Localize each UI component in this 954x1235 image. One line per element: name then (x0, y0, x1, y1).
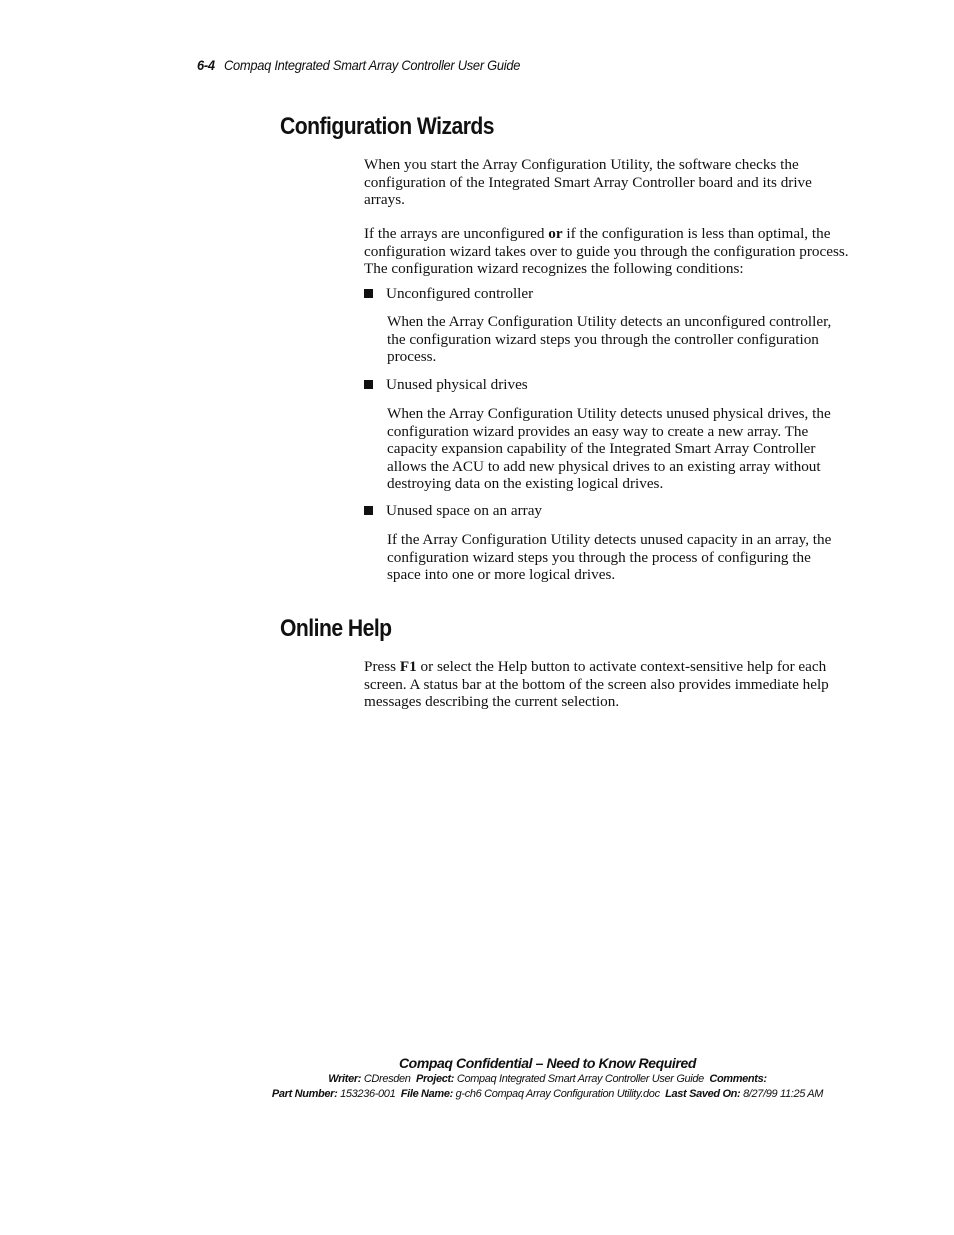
key-f1: F1 (399, 658, 417, 675)
file-name: g-ch6 Compaq Array Configuration Utility.doc (455, 1088, 660, 1100)
square-bullet-icon (364, 289, 373, 298)
list-item-description: When the Array Configuration Utility detects an unconfigured controller, the configuration wizard steps you through the controller configuration process. (387, 313, 832, 366)
confidential-notice: Compaq Confidential – Need to Know Required (398, 1055, 697, 1071)
page-number: 6-4 (197, 57, 215, 73)
running-header (197, 57, 520, 73)
square-bullet-icon (364, 506, 373, 515)
guide-title: Compaq Integrated Smart Array Controller User Guide (223, 57, 521, 73)
footer-meta-line-1: Writer: CDresden Project: Compaq Integrated Smart Array Controller User Guide Comments: (328, 1073, 767, 1085)
list-item-label: Unconfigured controller (386, 285, 534, 302)
writer: CDresden (363, 1073, 411, 1085)
list-item (364, 285, 533, 303)
part-number: 153236-001 (340, 1088, 396, 1100)
list-item-description: When the Array Configuration Utility detects unused physical drives, the configuration wizard provides an easy way to create a new array. The capacity expansion capability of the Integrated Smart Array Controller allows the ACU to add new physical drives to an existing array without destroying data on the existing logical drives. (387, 405, 831, 493)
paragraph-intro: When you start the Array Configuration Utility, the software checks the configuration of the Integrated Smart Array Controller board and its drive arrays. (364, 156, 812, 209)
paragraph-online-help: Press F1 or select the Help button to activate context-sensitive help for each screen. A status bar at the bottom of the screen also provides immediate help messages describing the current selection. (364, 658, 829, 711)
last-saved: 8/27/99 11:25 AM (743, 1088, 824, 1100)
list-item-description: If the Array Configuration Utility detects unused capacity in an array, the configuration wizard steps you through the process of configuring the space into one or more logical drives. (387, 531, 832, 584)
list-item-label: Unused space on an array (386, 502, 543, 519)
emphasis-or: or (548, 225, 563, 242)
project: Compaq Integrated Smart Array Controller User Guide (456, 1073, 704, 1085)
list-item-label: Unused physical drives (386, 376, 528, 393)
paragraph-conditions: If the arrays are unconfigured or if the configuration is less than optimal, the configuration wizard takes over to guide you through the configuration process. The configuration wizard recognizes the following conditions: (364, 225, 849, 278)
section-heading-configuration-wizards: Configuration Wizards (280, 113, 495, 140)
section-heading-online-help: Online Help (280, 615, 392, 642)
square-bullet-icon (364, 380, 373, 389)
footer-meta-line-2: Part Number: 153236-001 File Name: g-ch6 Compaq Array Configuration Utility.doc Last Saved On: 8/27/99 11:25 AM (271, 1088, 824, 1100)
list-item (364, 502, 542, 520)
list-item (364, 376, 528, 394)
